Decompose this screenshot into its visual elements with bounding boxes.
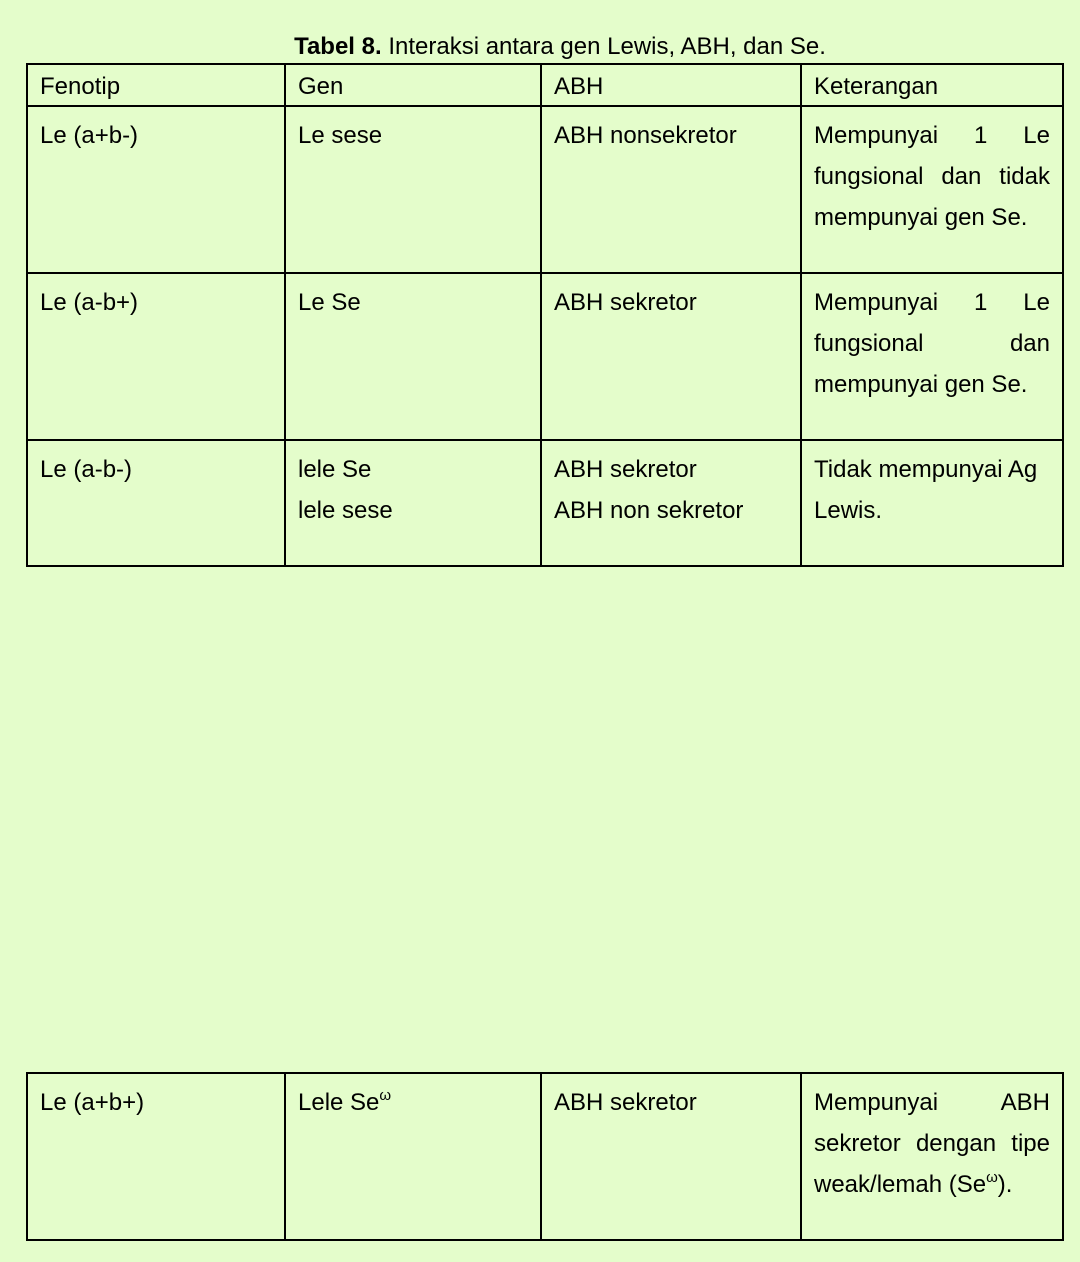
cell-gen [285, 1073, 541, 1240]
keterangan-line: Mempunyai 1 Le [814, 122, 1050, 149]
cell-fenotip: Le (a-b+) [27, 273, 285, 440]
cell-fenotip: Le (a+b+) [27, 1073, 285, 1240]
cell-abh: ABH sekretor [541, 1073, 801, 1240]
caption-text: Interaksi antara gen Lewis, ABH, dan Se. [381, 33, 826, 60]
cell-keterangan [801, 1073, 1063, 1240]
gen-base: Lele Se [298, 1089, 380, 1116]
cell-fenotip: Le (a-b-) [27, 440, 285, 566]
cell-gen [285, 440, 541, 566]
keterangan-line: mempunyai gen Se. [814, 204, 1028, 231]
table-row [27, 106, 1063, 273]
abh-line: ABH sekretor [554, 456, 697, 483]
abh-line: ABH nonsekretor [554, 122, 737, 149]
table-header-row [27, 64, 1063, 106]
table-row [27, 273, 1063, 440]
lewis-abh-table [26, 63, 1064, 567]
keterangan-last-base: weak/lemah (Se [814, 1171, 987, 1198]
header-gen: Gen [285, 64, 541, 106]
header-abh: ABH [541, 64, 801, 106]
abh-line: ABH sekretor [554, 289, 697, 316]
keterangan-line: sekretor dengan tipe [814, 1130, 1050, 1157]
cell-fenotip: Le (a+b-) [27, 106, 285, 273]
caption-label: Tabel 8. [294, 33, 382, 60]
gen-line: lele Se [298, 456, 372, 483]
table-row [27, 1073, 1063, 1240]
gen-line: Le sese [298, 122, 383, 149]
lewis-abh-table-continued [26, 1072, 1064, 1241]
gen-superscript: ω [379, 1087, 392, 1104]
keterangan-line: Lewis. [814, 497, 883, 524]
keterangan-line: mempunyai gen Se. [814, 371, 1028, 398]
gen-line: Le Se [298, 289, 361, 316]
cell-keterangan [801, 440, 1063, 566]
cell-abh [541, 273, 801, 440]
table-caption [0, 32, 1080, 62]
keterangan-line: fungsional dan tidak [814, 163, 1050, 190]
keterangan-superscript: ω [986, 1169, 998, 1186]
cell-abh [541, 106, 801, 273]
keterangan-line [814, 1164, 1050, 1205]
cell-keterangan [801, 106, 1063, 273]
header-keterangan: Keterangan [801, 64, 1063, 106]
gen-line: lele sese [298, 497, 393, 524]
keterangan-line: fungsional dan [814, 330, 1050, 357]
keterangan-line: Tidak mempunyai Ag [814, 456, 1038, 483]
cell-gen [285, 106, 541, 273]
cell-gen [285, 273, 541, 440]
keterangan-line: Mempunyai 1 Le [814, 289, 1050, 316]
keterangan-last-end: ). [997, 1171, 1013, 1198]
table-row [27, 440, 1063, 566]
keterangan-line: Mempunyai ABH [814, 1089, 1050, 1116]
cell-keterangan [801, 273, 1063, 440]
abh-line: ABH non sekretor [554, 497, 744, 524]
cell-abh [541, 440, 801, 566]
header-fenotip: Fenotip [27, 64, 285, 106]
